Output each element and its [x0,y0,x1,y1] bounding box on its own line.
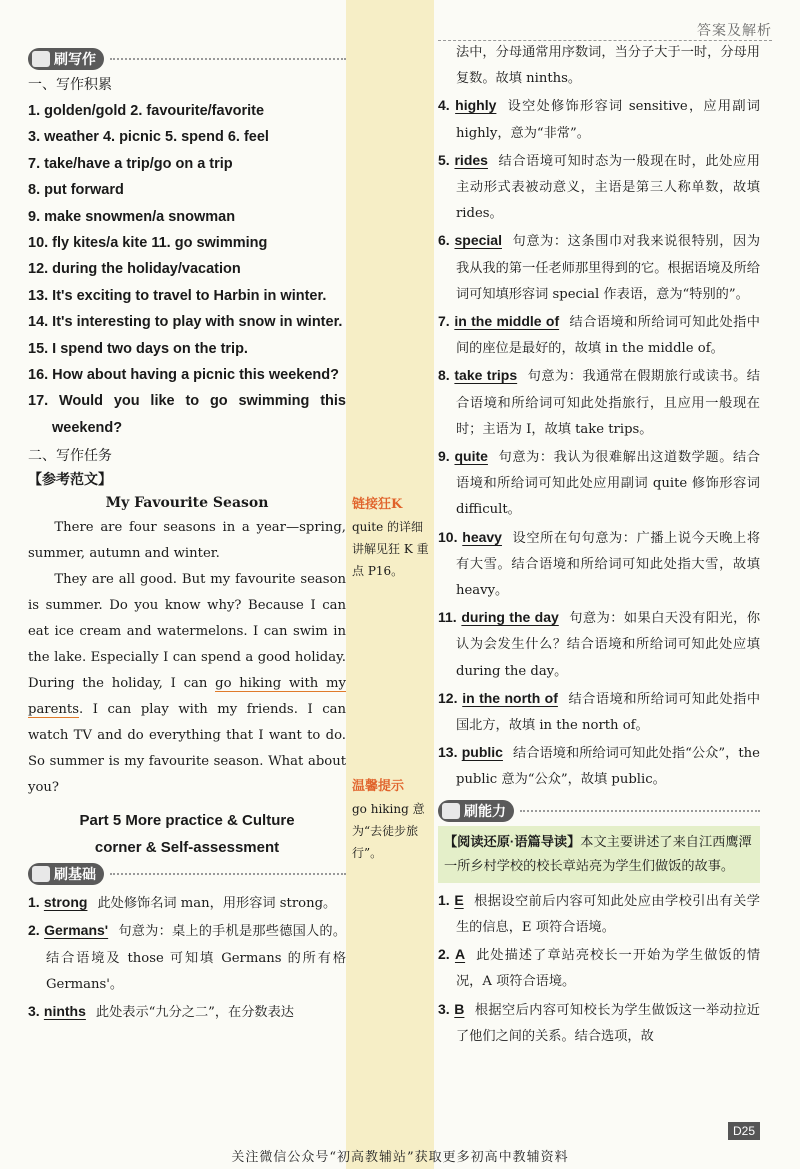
answer-line: 10. fly kites/a kite 11. go swimming [28,235,268,252]
explanation-list [438,887,760,1050]
explanation-item: 10. heavy 设空所在句句意为：广播上说今天晚上将有大雪。结合语境和所给词可知此处指大雪，故填 heavy。 [438,528,760,599]
explanation-item: 1. E 根据设空前后内容可知此处应由学校引出有关学生的信息，E 项符合语境。 [438,891,760,935]
section-heading: 一、写作积累 [28,76,112,92]
explanation-item: 2. A 此处描述了章站亮校长一开始为学生做饭的情况，A 项符合语境。 [438,946,761,990]
left-column [28,46,346,1026]
tag-label: 刷写作 [54,51,96,67]
side-note-tip [352,776,432,864]
explanation-item: 6. special 句意为：这条围巾对我来说很特别，因为我从我的第一任老师那里得到的它。根据语境及所给词可知填形容词 special 作表语，意为“特别的”。 [438,232,760,302]
answer-line: 1. golden/gold 2. favourite/favorite [28,103,265,119]
side-note-text: quite 的详细讲解见狂 K 重点 P16。 [352,520,429,578]
pencil-icon [32,51,50,67]
answer-line: 13. It's exciting to travel to Harbin in winter. [28,287,327,304]
explanation-continuation: 法中，分母通常用序数词，当分子大于一时，分母用复数。故填 ninths。 [456,45,760,87]
footer-note: 关注微信公众号“初高教辅站”获取更多初高中教辅资料 [231,1150,569,1165]
tag-label: 刷能力 [464,802,506,819]
essay-body [28,515,346,801]
explanation-item: 11. during the day 句意为：如果白天没有阳光，你认为会发生什么？结合语境和所给词可知此处应填 during the day。 [438,609,761,679]
explanation-item: 2. Germans' 句意为：桌上的手机是那些德国人的。结合语境及 those 可知填 Germans 的所有格 Germans'。 [28,922,347,992]
explanation-item: 3. ninths 此处表示“九分之二”，在分数表达 [28,1003,294,1021]
answer-line: 8. put forward [28,182,124,199]
answer-list [28,98,346,441]
explanation-list [438,92,760,793]
side-note-text: go hiking 意为“去徒步旅行”。 [352,802,425,860]
highlight-phrase: go hiking with my parents [28,676,347,718]
explanation-item: 4. highly 设空处修饰形容词 sensitive，应用副词 highly，意为“非常”。 [438,97,760,141]
section-tag-writing [28,48,346,70]
essay-paragraph: There are four seasons in a year—spring, summer, autumn and winter. [28,520,346,562]
answer-line: 12. during the holiday/vacation [28,261,241,278]
explanation-item: 1. strong 此处修饰名词 man，用形容词 strong。 [28,894,337,912]
part-title: Part 5 More practice & Culture corner & Self-assessment [79,812,295,857]
reading-guide [438,826,760,883]
side-note-link [352,494,432,582]
answer-line: 14. It's interesting to play with snow in winter. [28,314,343,331]
side-note-title: 温馨提示 [352,779,405,794]
pencil-icon [32,866,50,882]
section-tag-basics [28,863,346,885]
answer-line: 17. Would you like to go swimming this weekend? [28,393,346,436]
section-tag-ability [438,800,760,822]
guide-text: 本文主要讲述了来自江西鹰潭一所乡村学校的校长章站亮为学生们做饭的故事。 [444,834,752,874]
section-heading: 二、写作任务 [28,447,112,464]
page-header: 答案及解析 [697,22,772,38]
explanation-item: 5. rides 结合语境可知时态为一般现在时，此处应用主动形式表被动意义，主语是第三人称单数，故填 rides。 [438,151,760,222]
explanation-item: 8. take trips 句意为：我通常在假期旅行或读书。结合语境和所给词可知此处指旅行，且应用一般现在时；主语为 I，故填 take trips。 [438,367,760,437]
explanation-list [28,889,346,1026]
reference-label: 【参考范文】 [28,471,112,488]
margin-notes-column [346,0,434,1169]
explanation-item: 9. quite 句意为：我认为很难解出这道数学题。结合语境和所给词可知此处应用副词 quite 修饰形容词 difficult。 [438,448,760,518]
side-note-title: 链接狂K [352,497,403,512]
answer-line: 9. make snowmen/a snowman [28,208,236,225]
explanation-item: 3. B 根据空后内容可知校长为学生做饭这一举动拉近了他们之间的关系。结合选项，故 [438,1000,760,1044]
tag-label: 刷基础 [54,866,96,883]
answer-line: 15. I spend two days on the trip. [28,340,248,357]
answer-line: 3. weather 4. picnic 5. spend 6. feel [28,129,269,146]
pencil-icon [442,803,460,819]
essay-title: My Favourite Season [105,495,269,512]
explanation-item: 12. in the north of 结合语境和所给词可知此处指中国北方，故填 in the north of。 [438,689,761,734]
answer-line: 7. take/have a trip/go on a trip [28,155,233,172]
essay-paragraph: They are all good. But my favourite season is summer. Do you know why? Because I can eat ice cream and watermelons. I can swim in the lake. Especially I can spend a good holiday. During the holiday, I can go hiking with my parents. I can play with my friends. I can watch TV and do everything that I want to do. So summer is my favourite season. What about you? [28,572,347,796]
explanation-item: 13. public 结合语境和所给词可知此处指“公众”，the public 意为“公众”，故填 public。 [438,744,760,788]
page-number: D25 [728,1122,760,1140]
answer-line: 16. How about having a picnic this weekend? [28,367,340,384]
right-column [438,40,760,1050]
explanation-item: 7. in the middle of 结合语境和所给词可知此处指中间的座位是最好的，故填 in the middle of。 [438,313,760,357]
guide-label: 【阅读还原·语篇导读】 [444,833,581,849]
